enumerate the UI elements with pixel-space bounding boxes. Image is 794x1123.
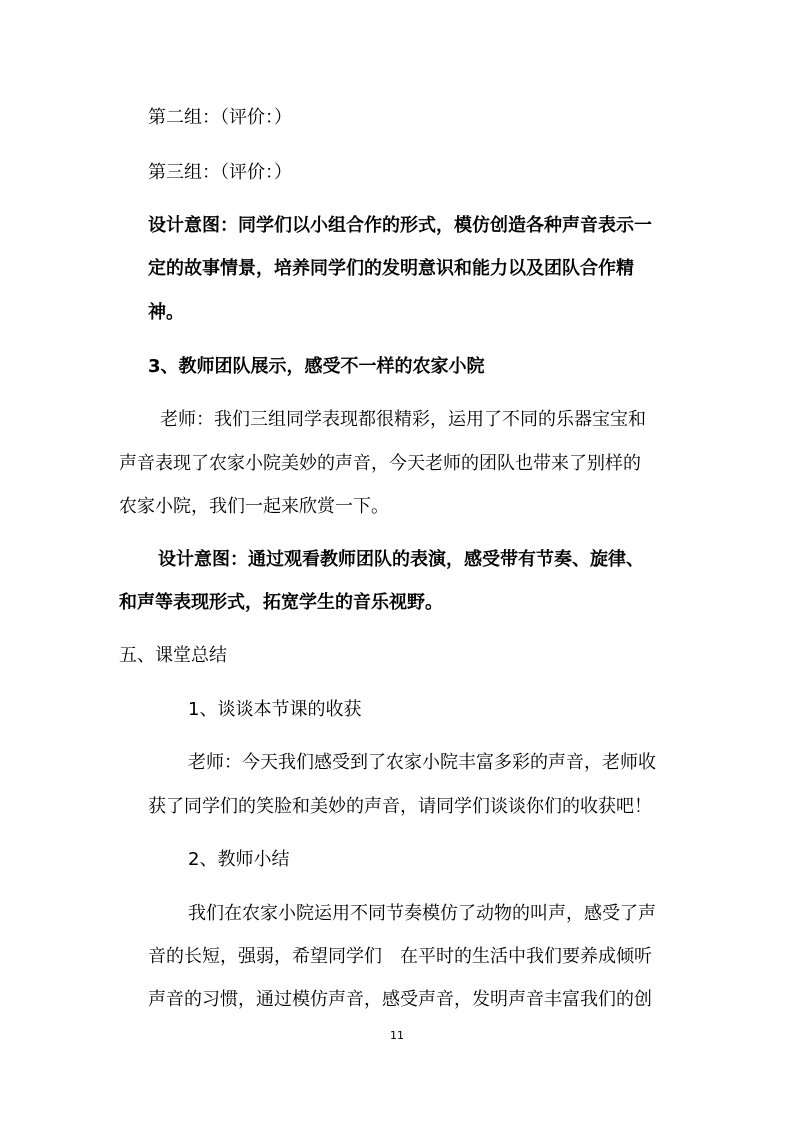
text-line: 我们在农家小院运用不同节奏模仿了动物的叫声，感受了声 — [188, 903, 656, 924]
subsection-heading: 2、教师小结 — [188, 849, 290, 870]
text-line: 老师：今天我们感受到了农家小院丰富多彩的声音，老师收 — [188, 752, 656, 773]
text-line: 第二组：（评价：） — [148, 107, 292, 128]
page-number: 11 — [390, 1029, 404, 1042]
text-line: 音的长短，强弱，希望同学们 在平时的生活中我们要养成倾听 — [148, 946, 652, 967]
section-heading: 3、教师团队展示，感受不一样的农家小院 — [148, 356, 485, 377]
text-line: 老师：我们三组同学表现都很精彩，运用了不同的乐器宝宝和 — [160, 409, 646, 430]
text-line: 获了同学们的笑脸和美妙的声音，请同学们谈谈你们的收获吧！ — [148, 796, 652, 817]
text-line: 声音的习惯，通过模仿声音，感受声音，发明声音丰富我们的创 — [148, 989, 652, 1010]
design-intent-line: 定的故事情景，培养同学们的发明意识和能力以及团队合作精 — [148, 258, 634, 279]
subsection-heading: 1、谈谈本节课的收获 — [188, 699, 362, 720]
text-line: 农家小院，我们一起来欣赏一下。 — [119, 496, 389, 517]
design-intent-line: 和声等表现形式，拓宽学生的音乐视野。 — [119, 592, 443, 613]
design-intent-line: 设计意图：同学们以小组合作的形式，模仿创造各种声音表示一 — [148, 215, 652, 236]
text-line: 声音表现了农家小院美妙的声音，今天老师的团队也带来了别样的 — [119, 453, 641, 474]
section-heading: 五、课堂总结 — [119, 645, 227, 666]
design-intent-line: 神。 — [148, 302, 184, 323]
text-line: 第三组：（评价：） — [148, 162, 292, 183]
design-intent-line: 设计意图：通过观看教师团队的表演，感受带有节奏、旋律、 — [158, 549, 644, 570]
